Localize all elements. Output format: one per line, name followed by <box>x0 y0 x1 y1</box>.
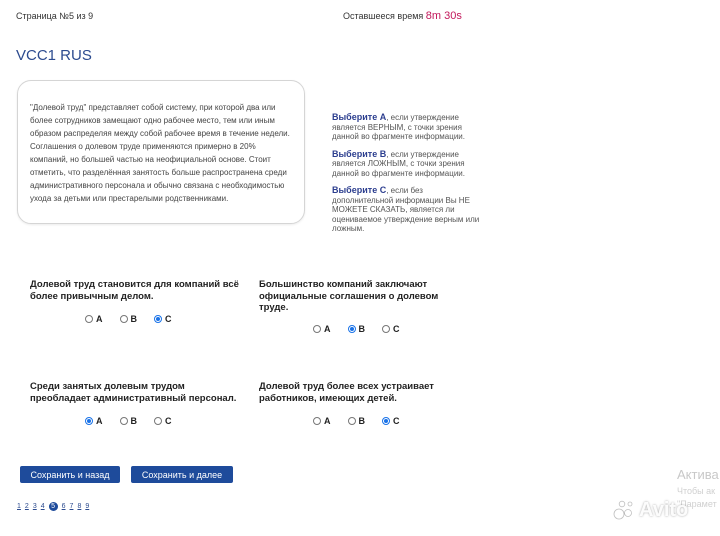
timer-label: Оставшееся время <box>343 11 424 21</box>
instruction-c <box>332 186 482 234</box>
radio-button[interactable] <box>313 417 321 425</box>
page-link-7[interactable]: 7 <box>69 503 74 510</box>
radio-button[interactable] <box>154 417 162 425</box>
page-link-4[interactable]: 4 <box>40 503 45 510</box>
timer-value: 8m 30s <box>425 10 462 22</box>
instructions <box>332 113 482 242</box>
option-label: C <box>393 416 400 426</box>
watermark-line-2: Чтобы ак <box>677 486 716 496</box>
question-4-options <box>313 416 417 426</box>
page-link-current[interactable]: 5 <box>49 502 58 511</box>
radio-button[interactable] <box>313 325 321 333</box>
timer <box>343 10 462 22</box>
radio-button[interactable] <box>85 417 93 425</box>
page-link-2[interactable]: 2 <box>24 503 29 510</box>
instruction-a-text: , если утверждение является ВЕРНЫМ, с точки зрения данной во фрагменте информации. <box>332 113 465 141</box>
question-1-text: Долевой труд становится для компаний всё более привычным делом. <box>30 279 239 302</box>
question-2-option-b[interactable] <box>348 324 366 334</box>
save-back-button[interactable]: Сохранить и назад <box>20 466 120 483</box>
question-1-options <box>85 314 189 324</box>
test-title: VCC1 RUS <box>16 47 92 64</box>
question-4-option-a[interactable] <box>313 416 331 426</box>
option-label: A <box>324 416 331 426</box>
avito-logo-icon <box>612 498 636 522</box>
question-4-text: Долевой труд более всех устраивает работников, имеющих детей. <box>259 381 434 404</box>
instruction-a <box>332 113 482 142</box>
radio-button[interactable] <box>120 417 128 425</box>
avito-wordmark: Avito <box>639 498 689 521</box>
watermark-line-1: Актива <box>677 467 719 482</box>
radio-button[interactable] <box>382 417 390 425</box>
question-3-option-b[interactable] <box>120 416 138 426</box>
radio-button[interactable] <box>154 315 162 323</box>
radio-button[interactable] <box>348 417 356 425</box>
page-link-1[interactable]: 1 <box>17 503 21 510</box>
page-link-6[interactable]: 6 <box>61 503 66 510</box>
question-3-text: Среди занятых долевым трудом преобладает административный персонал. <box>30 381 237 404</box>
page-link-9[interactable]: 9 <box>85 503 90 510</box>
avito-watermark <box>612 498 688 522</box>
question-3-options <box>85 416 189 426</box>
question-2-text: Большинство компаний заключают официальные соглашения о долевом труде. <box>259 279 439 313</box>
radio-button[interactable] <box>382 325 390 333</box>
option-label: B <box>130 416 137 426</box>
option-label: B <box>130 314 137 324</box>
question-2-option-c[interactable] <box>382 324 400 334</box>
passage-box: "Долевой труд" представляет собой систему, при которой два или более сотрудников замещают одно рабочее место, тем или иным образом распределяя между собой рабочее время в течение недели. Соглашения о долевом труде применяются примерно в 20% компаний, но большей частью на неофициальной основе. Стоит отметить, что разделённая занятость больше распространена среди административного персонала и обычно связана с необходимостью ухода за детьми или престарелыми родственниками. <box>17 80 305 224</box>
question-2-options <box>313 324 417 334</box>
instruction-c-text: , если без дополнительной информации Вы НЕ МОЖЕТЕ СКАЗАТЬ, является ли оцениваемое утверждение верным или ложным. <box>332 186 480 233</box>
option-label: B <box>358 324 365 334</box>
radio-button[interactable] <box>85 315 93 323</box>
question-1-option-a[interactable] <box>85 314 103 324</box>
watermark-line-3: "Парамет <box>677 499 717 509</box>
page-link-3[interactable]: 3 <box>32 503 37 510</box>
instruction-b-bold: Выберите B <box>332 148 387 159</box>
pagination <box>17 503 93 511</box>
option-label: A <box>96 314 103 324</box>
question-4-option-c[interactable] <box>382 416 400 426</box>
save-next-button[interactable]: Сохранить и далее <box>131 466 233 483</box>
instruction-b <box>332 150 482 179</box>
question-1-option-c[interactable] <box>154 314 172 324</box>
page-link-8[interactable]: 8 <box>77 503 82 510</box>
radio-button[interactable] <box>120 315 128 323</box>
question-1-option-b[interactable] <box>120 314 138 324</box>
instruction-c-bold: Выберите C <box>332 185 387 195</box>
option-label: C <box>165 314 172 324</box>
option-label: C <box>165 416 172 426</box>
instruction-b-text: , если утверждение является ЛОЖНЫМ, с точки зрения данной во фрагменте информации. <box>332 149 465 178</box>
instruction-a-bold: Выберите A <box>332 112 387 122</box>
option-label: C <box>393 324 400 334</box>
option-label: B <box>358 416 365 426</box>
question-3-option-a[interactable] <box>85 416 103 426</box>
question-4-option-b[interactable] <box>348 416 366 426</box>
question-2-option-a[interactable] <box>313 324 331 334</box>
page-counter: Страница №5 из 9 <box>16 11 94 21</box>
question-3-option-c[interactable] <box>154 416 172 426</box>
option-label: A <box>324 324 331 334</box>
radio-button[interactable] <box>348 325 356 333</box>
option-label: A <box>96 416 103 426</box>
